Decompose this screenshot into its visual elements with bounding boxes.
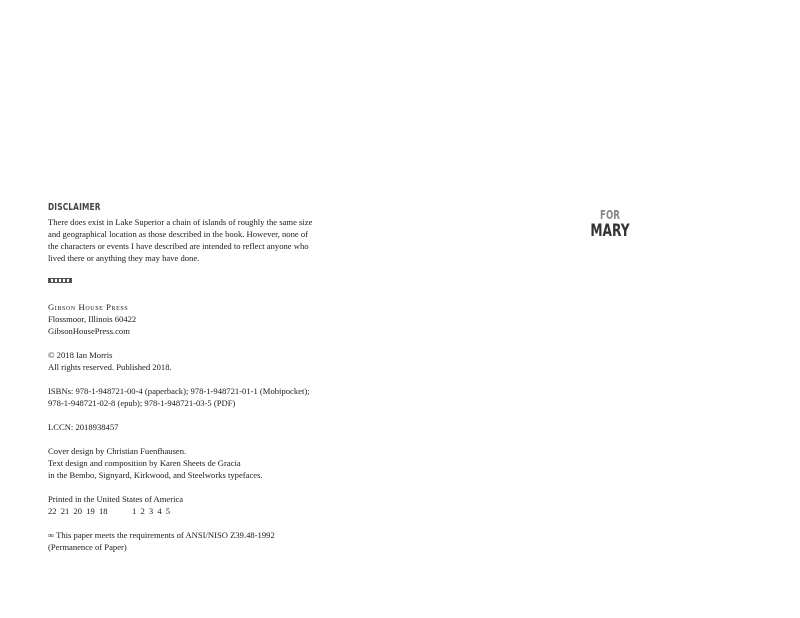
lccn-line: LCCN: 2018938457 [48, 422, 119, 432]
credits-line: in the Bembo, Signyard, Kirkwood, and Steelworks typefaces. [48, 470, 263, 480]
dedication-name: MARY [590, 221, 630, 241]
dedication-for: FOR [600, 208, 620, 222]
copyright-page [48, 202, 348, 553]
paper-line: ∞ This paper meets the requirements of ANSI/NISO Z39.48-1992 [48, 530, 275, 540]
printing-numbers [48, 505, 348, 517]
disclaimer-line: and geographical location as those described in the book. However, none of [48, 229, 309, 239]
credits-block [48, 445, 348, 481]
isbn-block [48, 385, 348, 409]
rights-line: All rights reserved. Published 2018. [48, 362, 172, 372]
printing-impressions: 1 2 3 4 5 [132, 506, 171, 516]
disclaimer-line: lived there or anything they may have done. [48, 253, 200, 263]
printing-years: 22 21 20 19 18 [48, 506, 108, 516]
disclaimer-line: the characters or events I have described are intended to reflect anyone who [48, 241, 309, 251]
disclaimer-line: There does exist in Lake Superior a chain of islands of roughly the same size [48, 217, 313, 227]
publisher-name: Gibson House Press [48, 302, 129, 312]
isbn-line: ISBNs: 978-1-948721-00-4 (paperback); 978-1-948721-01-1 (Mobipocket); [48, 386, 310, 396]
publisher-address: Flossmoor, Illinois 60422 [48, 314, 137, 324]
publisher-website: GibsonHousePress.com [48, 326, 130, 336]
copyright-block [48, 349, 348, 373]
printing-block [48, 493, 348, 517]
printed-in-line: Printed in the United States of America [48, 494, 184, 504]
publisher-logo [48, 278, 72, 283]
paper-line: (Permanence of Paper) [48, 542, 127, 552]
lccn-block [48, 421, 348, 433]
publisher-block [48, 301, 348, 337]
paper-block [48, 529, 348, 553]
copyright-line: © 2018 Ian Morris [48, 350, 113, 360]
dedication-page [560, 208, 660, 241]
credits-line: Text design and composition by Karen Sheets de Gracia [48, 458, 241, 468]
credits-line: Cover design by Christian Fuenfhausen. [48, 446, 187, 456]
disclaimer-heading: DISCLAIMER [48, 202, 101, 213]
isbn-line: 978-1-948721-02-8 (epub); 978-1-948721-03-5 (PDF) [48, 398, 236, 408]
